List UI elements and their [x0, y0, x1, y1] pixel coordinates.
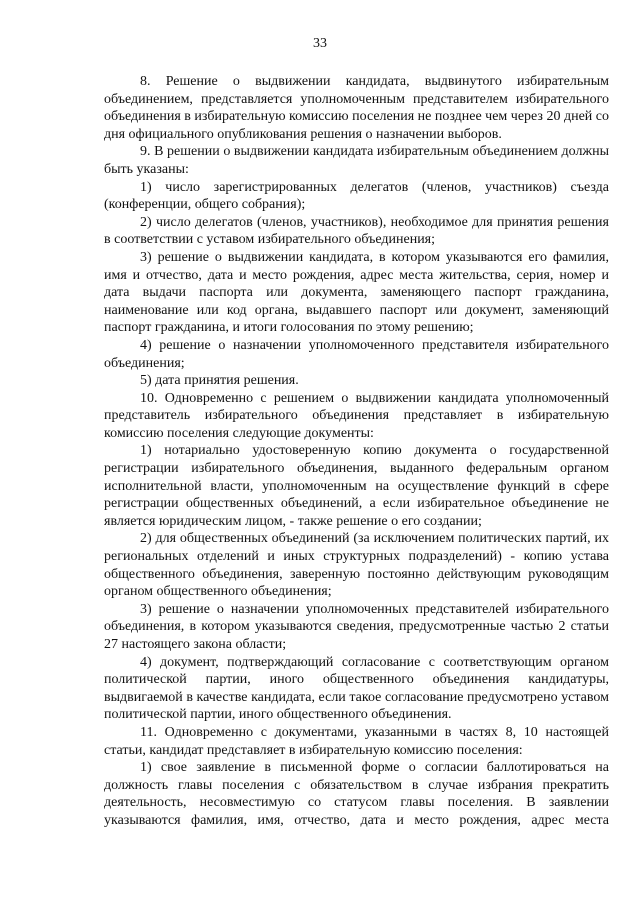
paragraph-9-item-2: 2) число делегатов (членов, участников), необходимое для принятия решения в соответствии с уставом избирательного объединения; [104, 214, 609, 248]
paragraph-9-item-4: 4) решение о назначении уполномоченного представителя избирательного объединения; [104, 337, 609, 371]
paragraph-9-item-5: 5) дата принятия решения. [140, 373, 299, 389]
paragraph-11-item-1: 1) свое заявление в письменной форме о согласии баллотироваться на должность главы поселения с обязательством в случае избрания прекратить деятельность, несовместимую со статусом главы поселения. В заявлении указываются фамилия, имя, отчество, дата и место рождения, адрес места [104, 760, 609, 828]
paragraph-10-item-2: 2) для общественных объединений (за исключением политических партий, их региональных отделений и иных структурных подразделений) - копию устава общественного объединения, заверенную постоянно действующим руководящим органом общественного объединения; [104, 531, 609, 600]
paragraph-11: 11. Одновременно с документами, указанными в частях 8, 10 настоящей статьи, кандидат представляет в избирательную комиссию поселения: [104, 724, 609, 758]
paragraph-10-item-3: 3) решение о назначении уполномоченных представителей избирательного объединения, в котором указываются сведения, предусмотренные частью 2 статьи 27 настоящего закона области; [104, 601, 609, 652]
paragraph-10: 10. Одновременно с решением о выдвижении кандидата уполномоченный представитель избирательного объединения представляет в избирательную комиссию поселения следующие документы: [104, 390, 609, 441]
body-text [104, 73, 609, 830]
paragraph-10-item-1: 1) нотариально удостоверенную копию документа о государственной регистрации избирательного объединения, выданного федеральным органом исполнительной власти, уполномоченным на осуществление функций в сфере регистрации общественных объединений, а если избирательное объединение не является юридическим лицом, - также решение о его создании; [104, 443, 609, 529]
paragraph-10-item-4: 4) документ, подтверждающий согласование с соответствующим органом политической партии, иного общественного объединения кандидатуры, выдвигаемой в качестве кандидата, если такое согласование предусмотрено уставом политической партии, иного общественного объединения. [104, 654, 609, 723]
paragraph-9-item-1: 1) число зарегистрированных делегатов (членов, участников) съезда (конференции, общего собрания); [104, 179, 609, 213]
paragraph-9-item-3: 3) решение о выдвижении кандидата, в котором указываются его фамилия, имя и отчество, дата и место рождения, адрес места жительства, серия, номер и дата выдачи паспорта или документа, заменяющего паспорт гражданина, наименование или код органа, выдавшего паспорт или документ, заменяющий паспорт гражданина, и итоги голосования по этому решению; [104, 249, 609, 336]
paragraph-8: 8. Решение о выдвижении кандидата, выдвинутого избирательным объединением, представляется уполномоченным представителем избирательного объединения в избирательную комиссию поселения не позднее чем через 20 дней со дня официального опубликования решения о назначении выборов. [104, 74, 609, 142]
page-number: 33 [313, 36, 327, 51]
paragraph-9: 9. В решении о выдвижении кандидата избирательным объединением должны быть указаны: [104, 144, 609, 177]
